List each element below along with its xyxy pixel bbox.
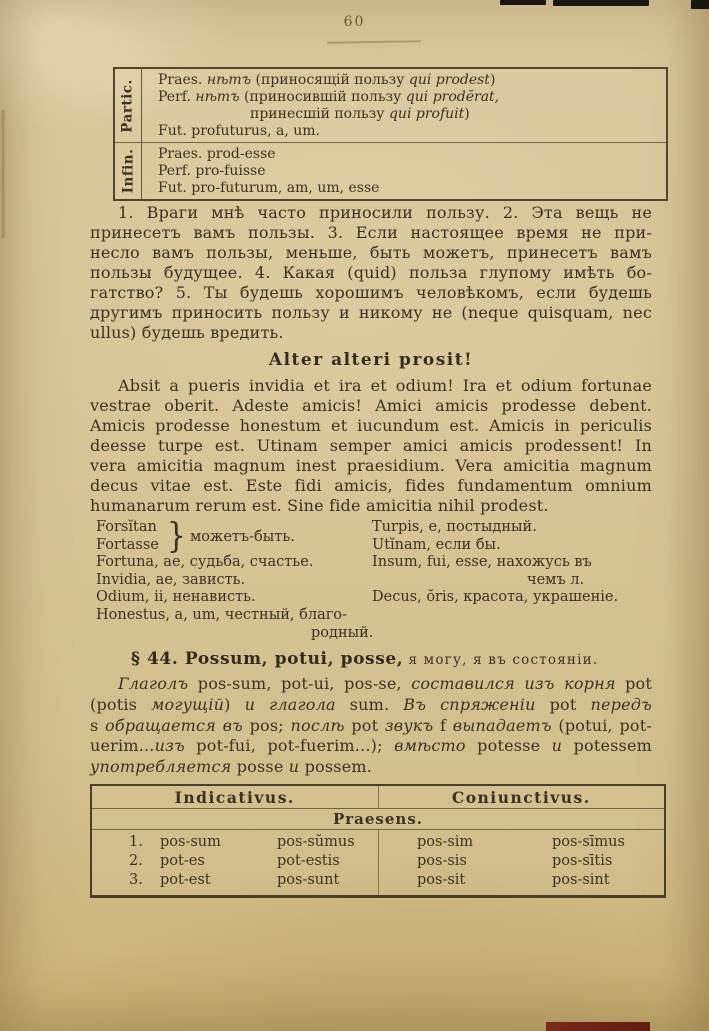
reading-line: decus vitae est. Este fidi amicis, fides fundamentum omnium: [90, 476, 652, 495]
vocab-word: Fortasse: [96, 536, 159, 553]
row-number: 2.: [129, 853, 143, 869]
paradigm-group-infinitives: [115, 142, 666, 199]
verb-form: pos-sītis: [552, 853, 613, 869]
conjugation-table: [90, 784, 666, 898]
reading-line: vestrae oberit. Adeste amicis! Amici amicis prodesse debent.: [90, 396, 652, 415]
exercise-line: несло вамъ пользы, меньше, быть можетъ, принесетъ вамъ: [90, 243, 652, 262]
vocab-entry: Utĭnam, если бы.: [372, 536, 501, 553]
verb-form: pot-estis: [277, 853, 340, 869]
paradigm-line: Praes. prod-esse: [158, 146, 276, 162]
verb-form: pos-sis: [417, 853, 467, 869]
vocab-entry: Invidia, ae, зависть.: [96, 571, 246, 588]
participle-row-label: Partic.: [115, 69, 142, 142]
table-row: [129, 871, 664, 890]
reading-paragraph: [90, 376, 652, 516]
page-crease: [2, 110, 4, 238]
vocab-entry: Decus, ŏris, красота, украшеніе.: [372, 589, 619, 606]
section-44-translation: я могу, я въ состояніи.: [408, 652, 599, 668]
vocab-entry: Insum, fui, esse, нахожусь въ: [372, 554, 592, 571]
vocab-entry-forsitan-fortasse: [96, 516, 370, 557]
section-44-line: (potis могущій) и глагола sum. Въ спряженіи pot передъ: [90, 694, 652, 714]
verb-form: pos-sit: [417, 872, 466, 888]
table-row: [129, 833, 664, 852]
reading-line: humanarum rerum est. Sine fide amicitia nihil prodest.: [90, 496, 549, 515]
row-number: 3.: [129, 872, 143, 888]
paradigm-line: Fut. pro-futurum, am, um, esse: [158, 180, 380, 196]
paradigm-line: принесшій пользу qui profuit): [250, 106, 470, 122]
section-44-line: uerim...изъ pot-fui, pot-fuerim...); вмѣсто potesse и potessem: [90, 736, 653, 756]
paradigm-line: Perf. pro-fuisse: [158, 163, 266, 179]
reading-line: Absit a pueris invidia et ira et odium! Ira et odium fortunae: [118, 376, 652, 395]
brace-glyph: }: [166, 516, 186, 557]
vocab-entry: Fortuna, ae, судьба, счастье.: [96, 554, 314, 571]
scan-edge-artifact: [691, 0, 709, 9]
vocab-entry: Honestus, a, um, честный, благо-: [96, 606, 347, 623]
exercise-line: гатство? 5. Ты будешь хорошимъ человѣкомъ, если будешь: [90, 283, 652, 302]
section-44-heading: [131, 649, 598, 669]
exercise-paragraph: [90, 203, 652, 343]
reading-line: vera amicitia magnum inest praesidium. Vera amicitia magnum: [90, 456, 652, 475]
section-44-title: § 44. Possum, potui, posse,: [131, 649, 404, 669]
conjugation-table-header: [92, 786, 664, 809]
section-44-paragraph: [90, 674, 652, 778]
page-number: 60: [343, 14, 366, 30]
page-number-rule: [327, 40, 421, 44]
verb-form: pos-sint: [552, 872, 610, 888]
reading-title: Alter alteri prosit!: [268, 350, 474, 370]
exercise-line: ullus) будешь вредить.: [90, 323, 284, 342]
book-cover-edge: [546, 1022, 650, 1031]
vocabulary-column-right: [372, 519, 662, 642]
verb-form: pot-es: [160, 853, 205, 869]
vocab-entry: Odium, ii, ненависть.: [96, 589, 256, 606]
verb-form: pos-sīmus: [552, 834, 625, 850]
paradigm-line: Perf. нѣтъ (приносившій пользу qui prodĕrat,: [158, 89, 500, 105]
table-row: [129, 852, 664, 871]
verb-form: pot-est: [160, 872, 211, 888]
vocabulary-list: [96, 516, 662, 642]
vocab-entry: Turpis, e, постыдный.: [372, 519, 537, 535]
paradigm-table: [113, 67, 668, 201]
verb-form: pos-sum: [160, 834, 221, 850]
verb-form: pos-sim: [417, 834, 474, 850]
infinitive-row-label: Infin.: [115, 143, 142, 199]
column-divider: [378, 830, 379, 895]
scan-edge-artifact: [500, 0, 546, 5]
subheader-praesens: Praesens.: [92, 809, 664, 830]
section-44-line: употребляется posse и possem.: [90, 757, 373, 777]
row-number: 1.: [129, 834, 143, 850]
verb-form: pos-sunt: [277, 872, 340, 888]
exercise-line: другимъ приносить пользу и никому не (neque quisquam, nec: [90, 303, 652, 322]
conjugation-table-body: [92, 830, 664, 895]
reading-line: deesse turpe est. Utinam semper amici amicis prodessent! In: [90, 436, 652, 455]
header-coniunctivus: Coniunctivus.: [451, 788, 591, 807]
paradigm-line: Fut. profuturus, a, um.: [158, 123, 320, 139]
header-indicativus: Indicativus.: [92, 786, 379, 808]
section-44-line: Глаголъ pos-sum, pot-ui, pos-se, составился изъ корня pot: [118, 674, 653, 693]
vocab-definition: можетъ-быть.: [189, 528, 295, 545]
vocabulary-column-left: [96, 516, 374, 642]
paradigm-line: Praes. нѣтъ (приносящій пользу qui prodest): [158, 72, 496, 88]
exercise-line: принесетъ вамъ пользы. 3. Если настоящее время не при-: [90, 223, 652, 242]
vocab-entry-continuation: чемъ л.: [527, 571, 585, 588]
exercise-line: пользы будущее. 4. Какая (quid) польза глупому имѣть бо-: [90, 263, 652, 282]
paradigm-group-participles: [115, 69, 666, 142]
reading-line: Amicis prodesse honestum et iucundum est. Amicis in periculis: [90, 416, 652, 435]
section-44-line: s обращается въ pos; послѣ pot звукъ f выпадаетъ (potui, pot-: [90, 715, 652, 735]
verb-form: pos-sŭmus: [277, 834, 355, 850]
vocab-word: Forsĭtan: [96, 519, 157, 535]
exercise-line: 1. Враги мнѣ часто приносили пользу. 2. Эта вещь не: [118, 203, 652, 222]
vocab-entry-continuation: родный.: [311, 624, 374, 641]
scan-edge-artifact: [553, 0, 649, 6]
